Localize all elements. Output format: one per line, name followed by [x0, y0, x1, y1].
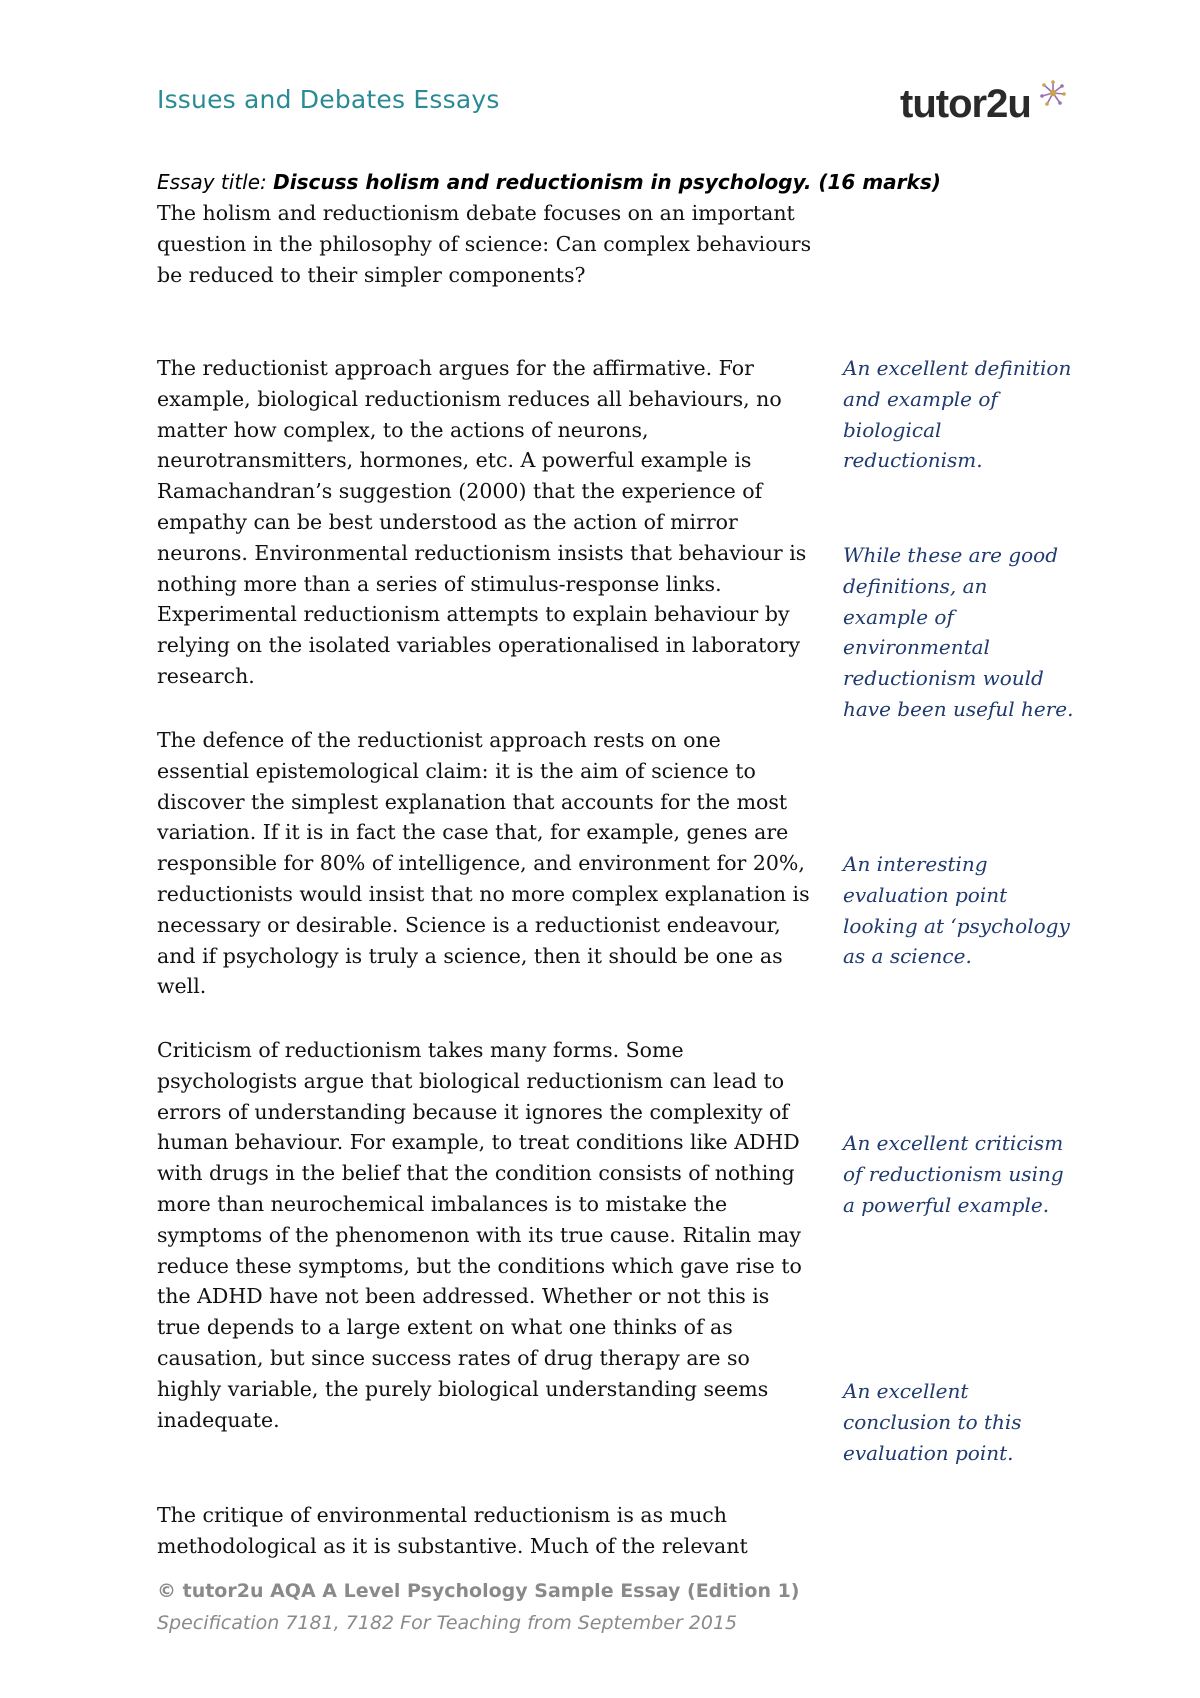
essay-title-label: Essay title: [157, 170, 267, 194]
essay-title-line [157, 170, 941, 194]
essay-paragraph-4-block [157, 1035, 817, 1435]
essay-paragraph-3-block [157, 725, 817, 1002]
footer-copyright: © tutor2u AQA A Level Psychology Sample Essay (Edition 1) [157, 1580, 800, 1602]
footer-specification: Specification 7181, 7182 For Teaching from September 2015 [157, 1612, 738, 1634]
margin-comment-1 [843, 353, 1078, 476]
margin-comment-2 [843, 540, 1078, 725]
margin-comment-5 [843, 1376, 1078, 1468]
essay-paragraph-5-block [157, 1500, 817, 1562]
essay-paragraph: Criticism of reductionism takes many forms. Some psychologists argue that biological reductionism can lead to errors of understanding because it ignores the complexity of human behaviour. For example, to treat conditions like ADHD with drugs in the belief that the condition consists of nothing more than neurochemical imbalances is to mistake the symptoms of the phenomenon with its true cause. Ritalin may reduce these symptoms, but the conditions which gave rise to the ADHD have not been addressed. Whether or not this is true depends to a large extent on what one thinks of as causation, but since success rates of drug therapy are so highly variable, the purely biological understanding seems inadequate. [157, 1038, 802, 1432]
essay-paragraph-1-block [157, 198, 817, 290]
essay-paragraph: The reductionist approach argues for the affirmative. For example, biological reductionism reduces all behaviours, no matter how complex, to the actions of neurons, neurotransmitters, hormones, etc. A powerful example is Ramachandran’s suggestion (2000) that the experience of empathy can be best understood as the action of mirror neurons. Environmental reductionism insists that behaviour is nothing more than a series of stimulus-response links. Experimental reductionism attempts to explain behaviour by relying on the isolated variables operationalised in laboratory research. [157, 356, 807, 688]
logo-text: tutor2u [900, 82, 1031, 126]
essay-title: Discuss holism and reductionism in psychology. (16 marks) [273, 170, 941, 194]
margin-comment: An excellent definition and example of biological reductionism. [843, 356, 1072, 473]
margin-comment: While these are good definitions, an example of environmental reductionism would have been useful here. [843, 543, 1074, 721]
tutor2u-logo [900, 78, 1070, 138]
margin-comment: An excellent criticism of reductionism using a powerful example. [843, 1131, 1064, 1217]
essay-paragraph: The holism and reductionism debate focuses on an important question in the philosophy of science: Can complex behaviours be reduced to their simpler components? [157, 201, 812, 287]
margin-comment: An interesting evaluation point looking at ‘psychology as a science. [843, 852, 1070, 969]
margin-comment: An excellent conclusion to this evaluation point. [843, 1379, 1022, 1465]
essay-paragraph-2-block [157, 353, 817, 692]
essay-paragraph: The critique of environmental reductionism is as much methodological as it is substantive. Much of the relevant [157, 1503, 748, 1558]
margin-comment-4 [843, 1128, 1078, 1220]
essay-paragraph: The defence of the reductionist approach rests on one essential epistemological claim: it is the aim of science to discover the simplest explanation that accounts for the most variation. If it is in fact the case that, for example, genes are responsible for 80% of intelligence, and environment for 20%, reductionists would insist that no more complex explanation is necessary or desirable. Science is a reductionist endeavour, and if psychology is truly a science, then it should be one as well. [157, 728, 810, 999]
margin-comment-3 [843, 849, 1078, 972]
flower-icon [1038, 78, 1068, 108]
header-title: Issues and Debates Essays [157, 85, 500, 114]
